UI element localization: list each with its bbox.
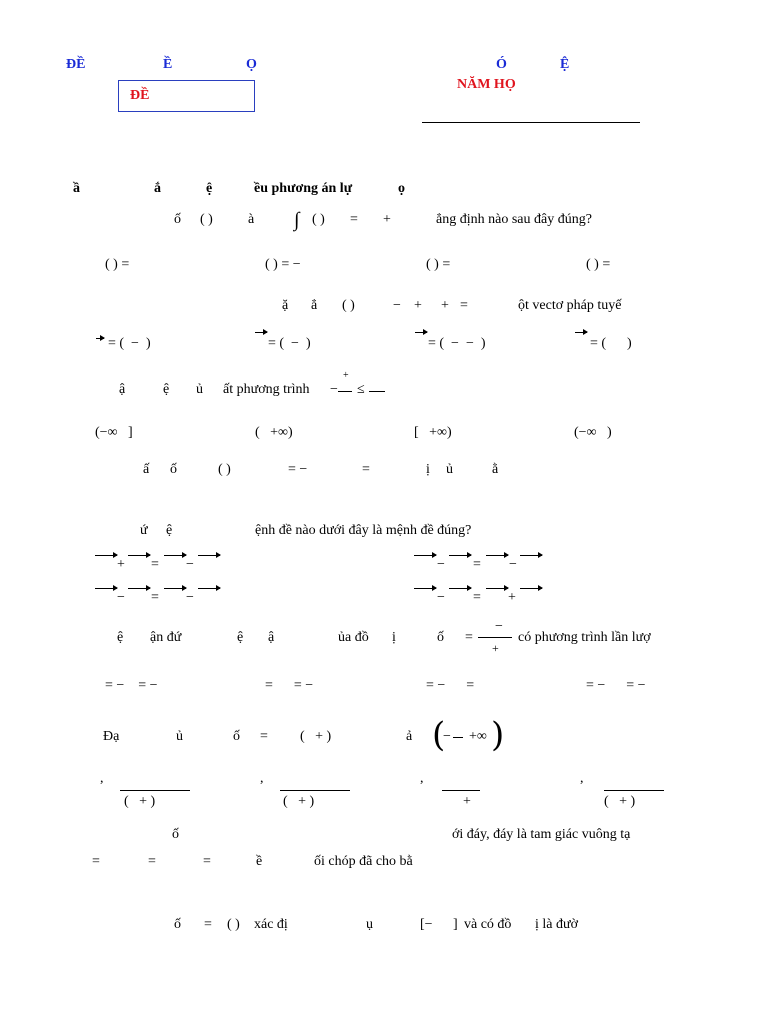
option-a[interactable]: (−∞ ]: [95, 425, 133, 440]
option-c[interactable]: [ +∞): [414, 425, 452, 440]
option-c[interactable]: ( ) =: [426, 257, 451, 272]
header-left-word-2: Ề: [163, 57, 173, 72]
header-left-word-1: ĐỀ: [66, 57, 86, 72]
option-d[interactable]: = ( ): [590, 336, 632, 351]
header-right-word-1: Ó: [496, 57, 507, 72]
option-a[interactable]: = − = −: [105, 678, 158, 693]
option-d[interactable]: ( ) =: [586, 257, 611, 272]
vector-arrow-icon: [96, 338, 104, 339]
option-d[interactable]: (−∞ ): [574, 425, 612, 440]
option-b[interactable]: ( ) = −: [265, 257, 301, 272]
exam-code-box: [118, 80, 255, 112]
option-c[interactable]: = ( − − ): [428, 336, 486, 351]
option-a[interactable]: = ( − ): [108, 336, 151, 351]
option-d[interactable]: = − = −: [586, 678, 646, 693]
option-c[interactable]: = − =: [426, 678, 475, 693]
header-divider: [422, 122, 640, 123]
interval-right-paren: ): [491, 715, 505, 755]
option-b[interactable]: ( +∞): [255, 425, 293, 440]
option-b[interactable]: = = −: [265, 678, 314, 693]
vector-arrow-icon: [255, 332, 267, 333]
vector-arrow-icon: [415, 332, 427, 333]
exam-code-label: ĐỀ: [130, 88, 150, 103]
header-left-word-3: Ọ: [246, 57, 257, 72]
header-right-word-2: Ệ: [560, 57, 570, 72]
exam-year: NĂM HỌ: [457, 77, 516, 92]
option-b[interactable]: = ( − ): [268, 336, 311, 351]
interval-left-paren: (: [432, 715, 446, 755]
vector-arrow-icon: [575, 332, 587, 333]
option-a[interactable]: ( ) =: [105, 257, 130, 272]
